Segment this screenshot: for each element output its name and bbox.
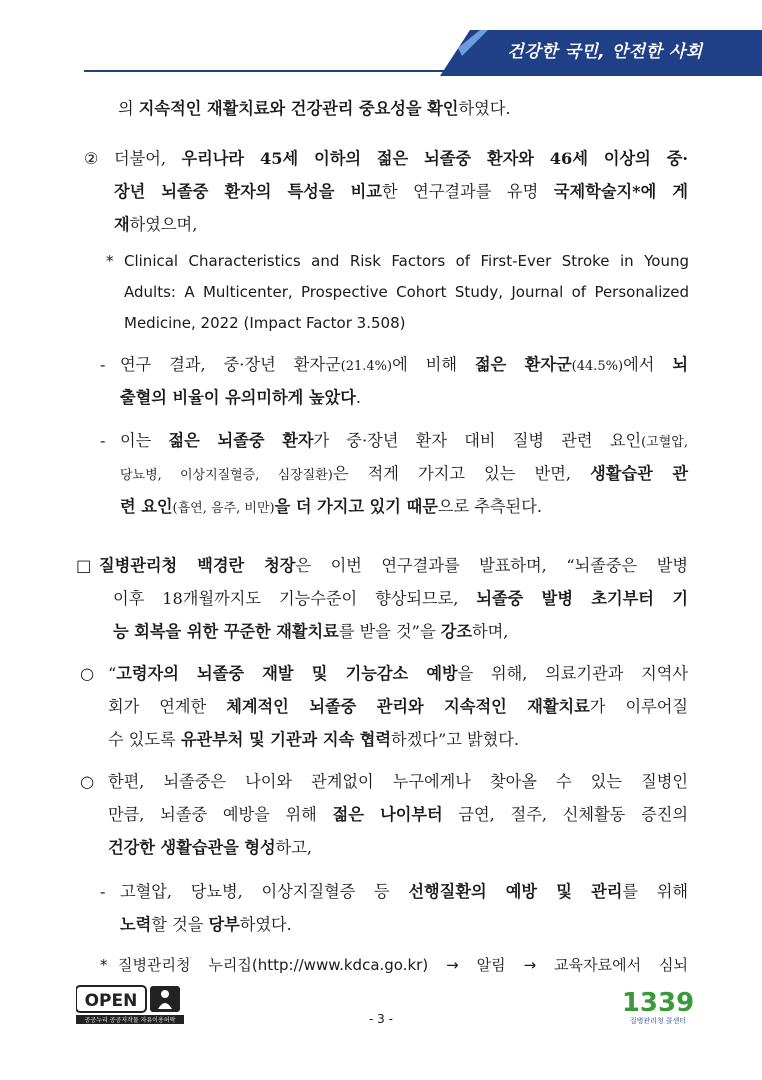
reference-line2: Adults: A Multicenter, Prospective Cohort Study, Journal of Personalized <box>124 283 689 301</box>
circ1-line2: 회가 연계한 체계적인 뇌졸중 관리와 지속적인 재활치료가 이루어질 <box>108 697 688 716</box>
paragraph-continuation: 의 지속적인 재활치료와 건강관리 중요성을 확인하였다. <box>118 99 511 118</box>
page-number: - 3 - <box>369 1012 393 1026</box>
circ2-line1: 한편, 뇌졸중은 나이와 관계없이 누구에게나 찾아올 수 있는 질병인 <box>108 772 688 791</box>
circ2-line2: 만큼, 뇌졸중 예방을 위해 젊은 나이부터 금연, 절주, 신체활동 증진의 <box>108 805 688 824</box>
note-line: 질병관리청 누리집(http://www.kdca.go.kr) → 알림 → 교육자료에서 심뇌 <box>118 956 688 974</box>
dash-marker: - <box>100 882 106 901</box>
open-caption: 공공누리 공공저작물 자유이용허락 <box>84 1017 176 1024</box>
box-marker: □ <box>76 556 92 575</box>
hotline-number: 1339 <box>621 988 695 1018</box>
box-line3: 능 회복을 위한 꾸준한 재활치료를 받을 것”을 강조하며, <box>113 622 509 641</box>
dash3-line2: 노력할 것을 당부하였다. <box>120 915 292 934</box>
dash1-line1: 연구 결과, 중·장년 환자군(21.4%)에 비해 젊은 환자군(44.5%)에서 뇌 <box>120 355 688 374</box>
header-rule <box>84 70 684 72</box>
reference-star: * <box>106 252 114 270</box>
circ1-line3: 수 있도록 유관부처 및 기관과 지속 협력하겠다”고 밝혔다. <box>108 730 520 749</box>
open-label: OPEN <box>84 991 138 1011</box>
dash-marker: - <box>100 431 106 450</box>
hotline-caption: 질병관리청 콜센터 <box>629 1017 687 1025</box>
note-star: * <box>100 956 108 974</box>
box-line1: 질병관리청 백경란 청장은 이번 연구결과를 발표하며, “뇌졸중은 발병 <box>99 556 688 575</box>
circ2-line3: 건강한 생활습관을 형성하고, <box>108 838 313 857</box>
item2-line1: 더불어, 우리나라 45세 이하의 젊은 뇌졸중 환자와 46세 이상의 중· <box>114 149 688 168</box>
hotline-1339-logo <box>618 985 698 1027</box>
dash3-line1: 고혈압, 당뇨병, 이상지질혈증 등 선행질환의 예방 및 관리를 위해 <box>120 882 688 901</box>
dash-marker: - <box>100 355 106 374</box>
circ1-line1: “고령자의 뇌졸중 재발 및 기능감소 예방을 위해, 의료기관과 지역사 <box>108 664 688 683</box>
reference-line3: Medicine, 2022 (Impact Factor 3.508) <box>124 314 406 332</box>
item2-line2: 장년 뇌졸중 환자의 특성을 비교한 연구결과를 유명 국제학술지*에 게 <box>114 182 688 201</box>
box-line2: 이후 18개월까지도 기능수준이 향상되므로, 뇌졸중 발병 초기부터 기 <box>113 589 689 608</box>
dash1-line2: 출혈의 비율이 유의미하게 높았다. <box>120 388 361 407</box>
item-number-marker: ② <box>84 149 99 168</box>
dash2-line2: 당뇨병, 이상지질혈증, 심장질환)은 적게 가지고 있는 반면, 생활습관 관 <box>120 464 689 483</box>
circle-marker: ○ <box>80 772 95 791</box>
dash2-line3: 련 요인(흡연, 음주, 비만)을 더 가지고 있기 때문으로 추측된다. <box>120 497 542 516</box>
dash2-line1: 이는 젊은 뇌졸중 환자가 중·장년 환자 대비 질병 관련 요인(고혈압, <box>120 431 688 450</box>
circle-marker: ○ <box>80 664 95 683</box>
header-slogan: 건강한 국민, 안전한 사회 <box>507 42 703 62</box>
reference-line1: Clinical Characteristics and Risk Factors of First-Ever Stroke in Young <box>124 252 689 270</box>
item2-line3: 재하였으며, <box>114 215 198 234</box>
